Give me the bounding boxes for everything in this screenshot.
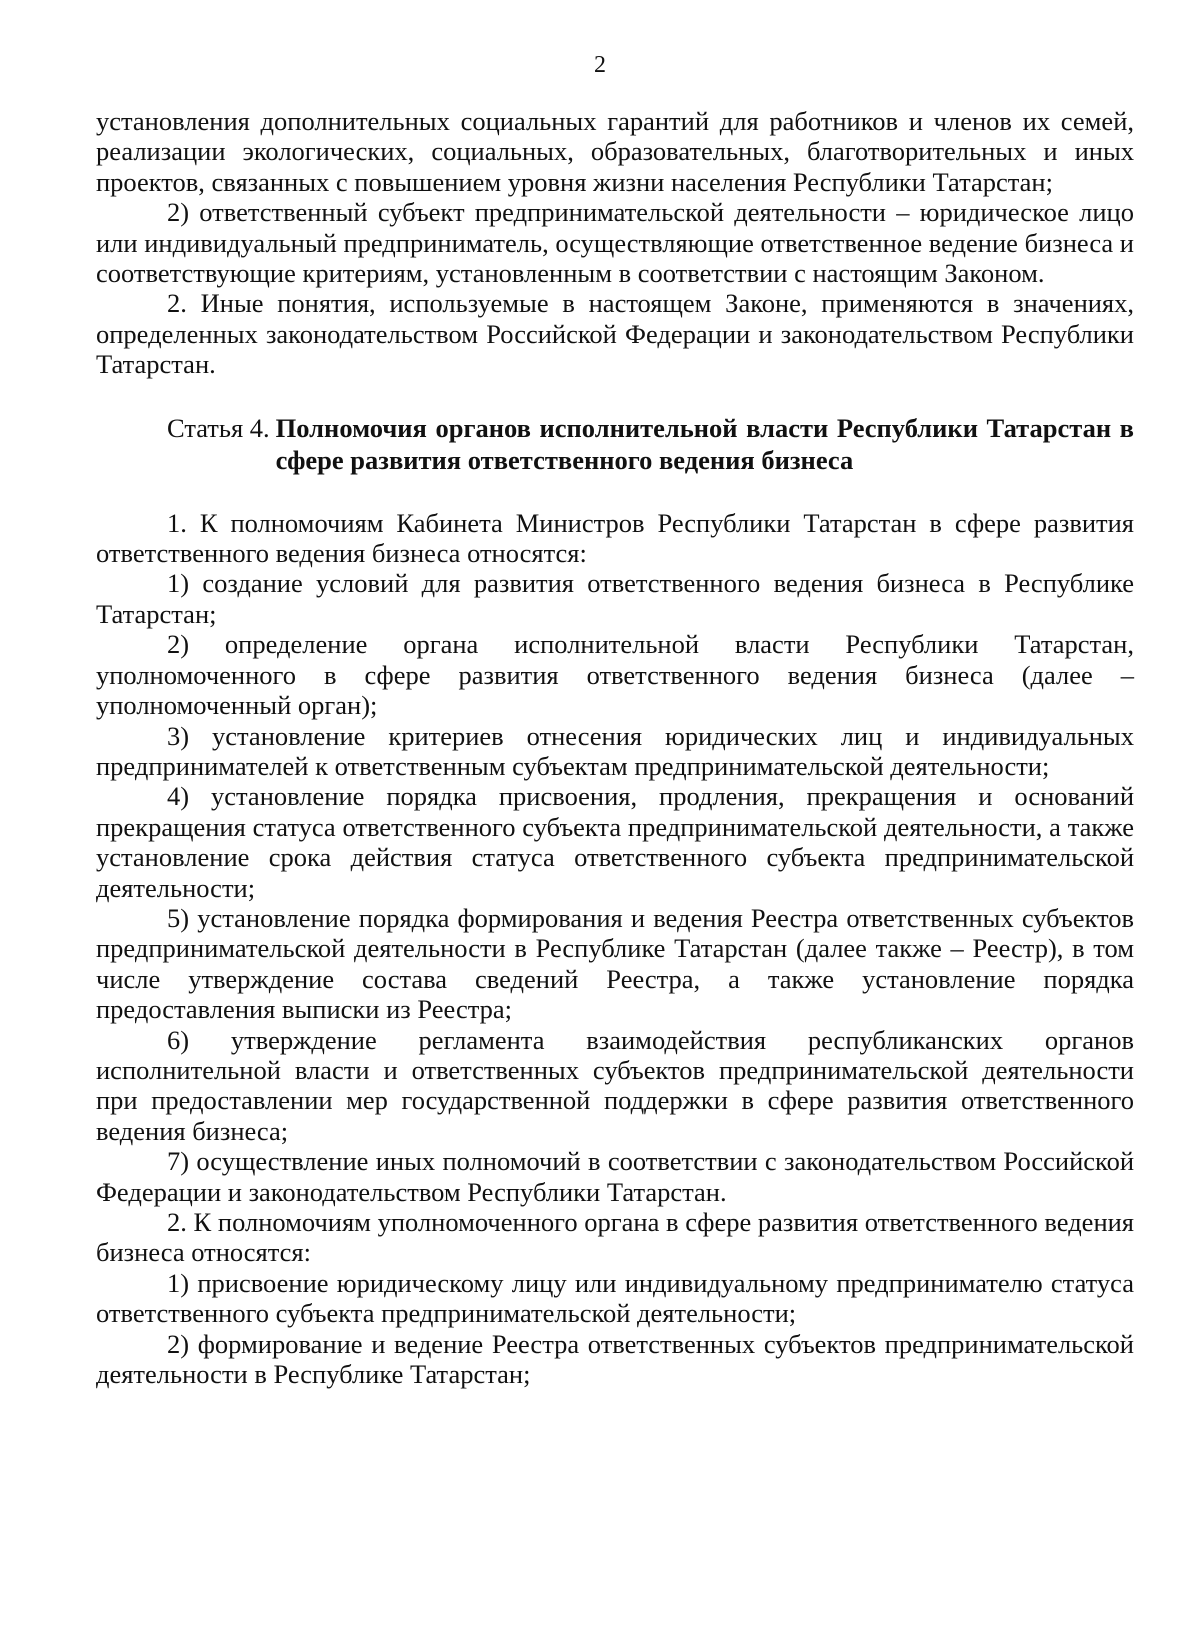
list-item-cabinet-6: 6) утверждение регламента взаимодействия республиканских органов исполнительной власти и ответственных субъектов предпринимательской деятельности при предоставлении мер государственной поддержки в сфере развития ответственного ведения бизнеса; xyxy=(96,1024,1134,1146)
document-body xyxy=(96,106,1134,1389)
list-item-cabinet-2: 2) определение органа исполнительной власти Республики Татарстан, уполномоченного в сфере развития ответственного ведения бизнеса (далее – уполномоченный орган); xyxy=(96,629,1134,721)
list-item-authorized-1: 1) присвоение юридическому лицу или индивидуальному предпринимателю статуса ответственного субъекта предпринимательской деятельности; xyxy=(96,1267,1134,1329)
list-item-cabinet-4: 4) установление порядка присвоения, продления, прекращения и оснований прекращения статуса ответственного субъекта предпринимательской деятельности, а также установление срока действия статуса ответственного субъекта предпринимательской деятельности; xyxy=(96,781,1134,903)
article-label: Статья 4. xyxy=(167,412,270,443)
paragraph-other-terms: 2. Иные понятия, используемые в настоящем Законе, применяются в значениях, определенных законодательством Российской Федерации и законодательством Республики Татарстан. xyxy=(96,288,1134,380)
page-number: 2 xyxy=(594,52,606,78)
paragraph-continuation: установления дополнительных социальных гарантий для работников и членов их семей, реализации экологических, социальных, образовательных, благотворительных и иных проектов, связанных с повышением уровня жизни населения Республики Татарстан; xyxy=(96,106,1134,197)
paragraph-cabinet-powers: 1. К полномочиям Кабинета Министров Республики Татарстан в сфере развития ответственного ведения бизнеса относятся: xyxy=(96,507,1134,569)
list-item-cabinet-3: 3) установление критериев отнесения юридических лиц и индивидуальных предпринимателей к ответственным субъектам предпринимательской деятельности; xyxy=(96,720,1134,781)
article-heading xyxy=(96,412,1134,476)
list-item-cabinet-5: 5) установление порядка формирования и ведения Реестра ответственных субъектов предпринимательской деятельности в Республике Татарстан (далее также – Реестр), в том числе утверждение состава сведений Реестра, а также установление порядка предоставления выписки из Реестра; xyxy=(96,902,1134,1025)
paragraph-authorized-body-powers: 2. К полномочиям уполномоченного органа в сфере развития ответственного ведения бизнеса относятся: xyxy=(96,1207,1134,1268)
article-title: Полномочия органов исполнительной власти Республики Татарстан в сфере развития ответственного ведения бизнеса xyxy=(275,412,1134,475)
list-item-cabinet-7: 7) осуществление иных полномочий в соответствии с законодательством Российской Федерации и законодательством Республики Татарстан. xyxy=(96,1146,1134,1207)
list-item-authorized-2: 2) формирование и ведение Реестра ответственных субъектов предпринимательской деятельности в Республике Татарстан; xyxy=(96,1328,1134,1390)
list-item-cabinet-1: 1) создание условий для развития ответственного ведения бизнеса в Республике Татарстан; xyxy=(96,568,1134,629)
paragraph-definition-2: 2) ответственный субъект предпринимательской деятельности – юридическое лицо или индивидуальный предприниматель, осуществляющие ответственное ведение бизнеса и соответствующие критериям, установленным в соответствии с настоящим Законом. xyxy=(96,197,1134,289)
